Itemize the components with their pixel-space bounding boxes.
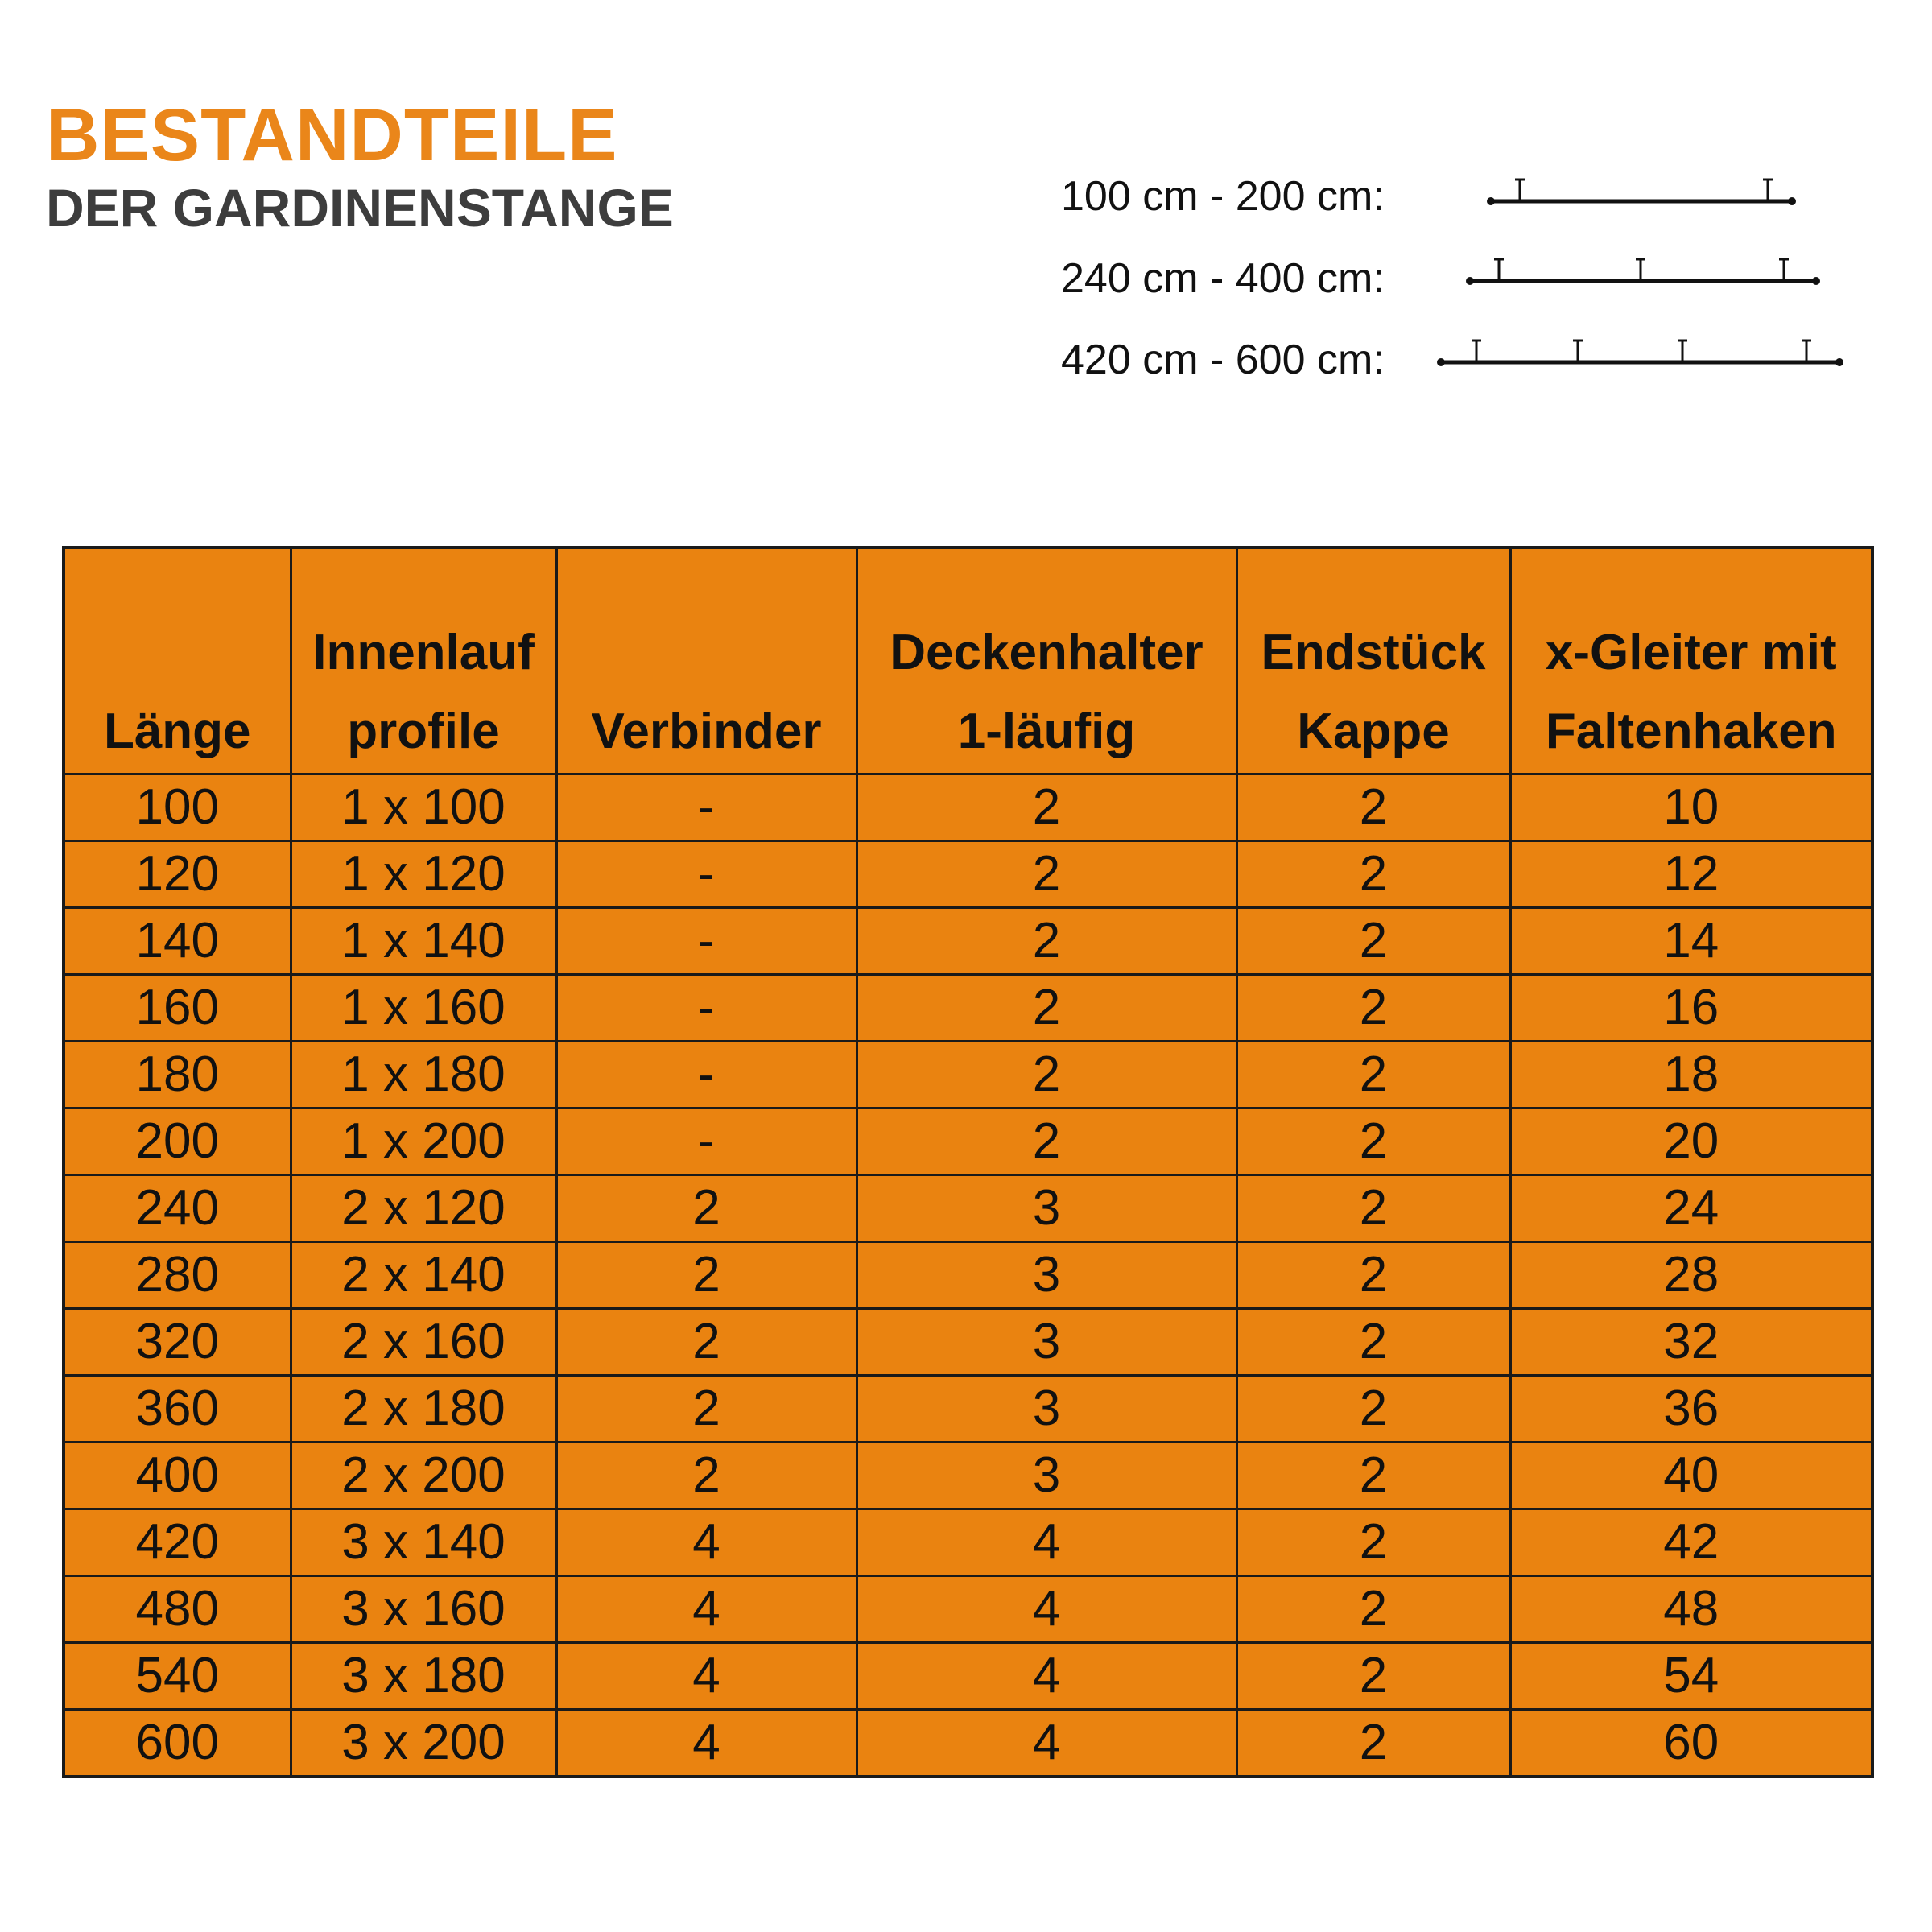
cell-verbinder: 2 <box>556 1376 857 1443</box>
column-header-line: Endstück <box>1261 625 1486 680</box>
cell-verbinder: - <box>556 1042 857 1108</box>
cell-innenlauf-profile: 2 x 180 <box>291 1376 556 1443</box>
table-row <box>64 1309 1872 1376</box>
rail-end-cap <box>1812 277 1820 285</box>
rail-end-cap <box>1835 358 1843 366</box>
cell-verbinder: 4 <box>556 1509 857 1576</box>
cell-innenlauf-profile: 1 x 180 <box>291 1042 556 1108</box>
cell-verbinder: - <box>556 975 857 1042</box>
table-row <box>64 841 1872 908</box>
ceiling-bracket-icon <box>1802 341 1811 362</box>
cell-endstueck-kappe: 2 <box>1236 1509 1510 1576</box>
column-header-line: Länge <box>103 704 251 759</box>
cell-verbinder: 4 <box>556 1643 857 1710</box>
cell-verbinder: - <box>556 774 857 841</box>
cell-x-gleiter: 10 <box>1510 774 1872 841</box>
table-row <box>64 1242 1872 1309</box>
cell-laenge: 140 <box>64 908 291 975</box>
cell-deckenhalter: 2 <box>857 908 1236 975</box>
ceiling-bracket-icon <box>1472 341 1481 362</box>
table-row <box>64 774 1872 841</box>
cell-endstueck-kappe: 2 <box>1236 1710 1510 1777</box>
cell-endstueck-kappe: 2 <box>1236 1376 1510 1443</box>
page-subtitle: DER GARDINENSTANGE <box>46 178 674 237</box>
column-header-line: Kappe <box>1297 704 1450 759</box>
cell-deckenhalter: 4 <box>857 1643 1236 1710</box>
cell-innenlauf-profile: 2 x 140 <box>291 1242 556 1309</box>
ceiling-bracket-icon <box>1763 180 1773 201</box>
cell-x-gleiter: 24 <box>1510 1175 1872 1242</box>
ceiling-bracket-icon <box>1779 259 1789 281</box>
column-header-line: x-Gleiter mit <box>1545 625 1837 680</box>
cell-laenge: 120 <box>64 841 291 908</box>
cell-deckenhalter: 2 <box>857 1108 1236 1175</box>
table-row <box>64 975 1872 1042</box>
ceiling-bracket-icon <box>1573 341 1583 362</box>
table-row <box>64 1509 1872 1576</box>
rail-end-cap <box>1487 197 1495 205</box>
cell-endstueck-kappe: 2 <box>1236 1042 1510 1108</box>
cell-endstueck-kappe: 2 <box>1236 1309 1510 1376</box>
legend-label-3-brackets: 240 cm - 400 cm: <box>1061 255 1385 302</box>
rail-diagram-3-brackets <box>1466 259 1820 285</box>
legend-label-4-brackets: 420 cm - 600 cm: <box>1061 336 1385 383</box>
cell-x-gleiter: 28 <box>1510 1242 1872 1309</box>
cell-endstueck-kappe: 2 <box>1236 908 1510 975</box>
cell-laenge: 480 <box>64 1576 291 1643</box>
cell-laenge: 200 <box>64 1108 291 1175</box>
cell-verbinder: - <box>556 841 857 908</box>
cell-x-gleiter: 36 <box>1510 1376 1872 1443</box>
table-row <box>64 1175 1872 1242</box>
header-innenlauf-profile <box>291 547 556 774</box>
cell-deckenhalter: 3 <box>857 1242 1236 1309</box>
cell-innenlauf-profile: 2 x 160 <box>291 1309 556 1376</box>
cell-innenlauf-profile: 1 x 200 <box>291 1108 556 1175</box>
cell-verbinder: 2 <box>556 1309 857 1376</box>
column-header-line: 1-läufig <box>957 704 1136 759</box>
page-title: BESTANDTEILE <box>46 94 618 176</box>
cell-endstueck-kappe: 2 <box>1236 1108 1510 1175</box>
cell-deckenhalter: 4 <box>857 1576 1236 1643</box>
column-header-line: Faltenhaken <box>1545 704 1837 759</box>
cell-innenlauf-profile: 3 x 160 <box>291 1576 556 1643</box>
cell-verbinder: 4 <box>556 1576 857 1643</box>
cell-x-gleiter: 14 <box>1510 908 1872 975</box>
ceiling-bracket-icon <box>1678 341 1687 362</box>
cell-endstueck-kappe: 2 <box>1236 1242 1510 1309</box>
cell-deckenhalter: 2 <box>857 841 1236 908</box>
cell-endstueck-kappe: 2 <box>1236 1576 1510 1643</box>
cell-innenlauf-profile: 3 x 200 <box>291 1710 556 1777</box>
cell-innenlauf-profile: 2 x 120 <box>291 1175 556 1242</box>
cell-innenlauf-profile: 2 x 200 <box>291 1443 556 1509</box>
cell-laenge: 320 <box>64 1309 291 1376</box>
cell-endstueck-kappe: 2 <box>1236 975 1510 1042</box>
cell-verbinder: - <box>556 908 857 975</box>
cell-deckenhalter: 4 <box>857 1710 1236 1777</box>
cell-innenlauf-profile: 1 x 120 <box>291 841 556 908</box>
rail-end-cap <box>1788 197 1796 205</box>
components-table <box>62 546 1874 1778</box>
cell-verbinder: 2 <box>556 1443 857 1509</box>
table-row <box>64 1576 1872 1643</box>
cell-endstueck-kappe: 2 <box>1236 774 1510 841</box>
ceiling-bracket-icon <box>1515 180 1525 201</box>
cell-x-gleiter: 60 <box>1510 1710 1872 1777</box>
ceiling-bracket-icon <box>1636 259 1645 281</box>
cell-innenlauf-profile: 1 x 160 <box>291 975 556 1042</box>
cell-x-gleiter: 32 <box>1510 1309 1872 1376</box>
rail-diagrams <box>0 0 1932 419</box>
cell-laenge: 100 <box>64 774 291 841</box>
ceiling-bracket-icon <box>1494 259 1504 281</box>
cell-deckenhalter: 2 <box>857 774 1236 841</box>
table-row <box>64 1042 1872 1108</box>
cell-verbinder: 2 <box>556 1175 857 1242</box>
rail-diagram-2-brackets <box>1487 180 1796 205</box>
cell-laenge: 280 <box>64 1242 291 1309</box>
column-header-line: Innenlauf <box>312 625 535 680</box>
cell-deckenhalter: 2 <box>857 1042 1236 1108</box>
cell-endstueck-kappe: 2 <box>1236 1643 1510 1710</box>
cell-deckenhalter: 4 <box>857 1509 1236 1576</box>
table-body <box>64 774 1872 1777</box>
cell-verbinder: - <box>556 1108 857 1175</box>
cell-endstueck-kappe: 2 <box>1236 1443 1510 1509</box>
cell-endstueck-kappe: 2 <box>1236 841 1510 908</box>
rail-diagram-4-brackets <box>1437 341 1843 366</box>
rail-end-cap <box>1466 277 1474 285</box>
header-endstueck-kappe <box>1236 547 1510 774</box>
cell-x-gleiter: 48 <box>1510 1576 1872 1643</box>
cell-laenge: 180 <box>64 1042 291 1108</box>
cell-x-gleiter: 54 <box>1510 1643 1872 1710</box>
cell-endstueck-kappe: 2 <box>1236 1175 1510 1242</box>
column-header-line: profile <box>347 704 500 759</box>
cell-x-gleiter: 16 <box>1510 975 1872 1042</box>
table-header-row <box>64 547 1872 774</box>
cell-laenge: 160 <box>64 975 291 1042</box>
cell-verbinder: 2 <box>556 1242 857 1309</box>
cell-innenlauf-profile: 1 x 100 <box>291 774 556 841</box>
table-row <box>64 1710 1872 1777</box>
header-laenge <box>64 547 291 774</box>
table-row <box>64 1643 1872 1710</box>
cell-laenge: 600 <box>64 1710 291 1777</box>
cell-verbinder: 4 <box>556 1710 857 1777</box>
table-row <box>64 908 1872 975</box>
cell-laenge: 420 <box>64 1509 291 1576</box>
cell-deckenhalter: 3 <box>857 1376 1236 1443</box>
cell-deckenhalter: 3 <box>857 1443 1236 1509</box>
rail-end-cap <box>1437 358 1445 366</box>
header-x-gleiter <box>1510 547 1872 774</box>
table-row <box>64 1108 1872 1175</box>
cell-laenge: 240 <box>64 1175 291 1242</box>
table-row <box>64 1443 1872 1509</box>
cell-innenlauf-profile: 1 x 140 <box>291 908 556 975</box>
cell-deckenhalter: 3 <box>857 1309 1236 1376</box>
cell-innenlauf-profile: 3 x 180 <box>291 1643 556 1710</box>
header-deckenhalter <box>857 547 1236 774</box>
column-header-line: Verbinder <box>591 704 822 759</box>
cell-x-gleiter: 40 <box>1510 1443 1872 1509</box>
cell-x-gleiter: 42 <box>1510 1509 1872 1576</box>
cell-deckenhalter: 3 <box>857 1175 1236 1242</box>
cell-laenge: 360 <box>64 1376 291 1443</box>
cell-x-gleiter: 18 <box>1510 1042 1872 1108</box>
table-row <box>64 1376 1872 1443</box>
cell-x-gleiter: 20 <box>1510 1108 1872 1175</box>
legend-label-2-brackets: 100 cm - 200 cm: <box>1061 173 1385 220</box>
column-header-line: Deckenhalter <box>890 625 1203 680</box>
cell-deckenhalter: 2 <box>857 975 1236 1042</box>
header-verbinder <box>556 547 857 774</box>
cell-innenlauf-profile: 3 x 140 <box>291 1509 556 1576</box>
cell-x-gleiter: 12 <box>1510 841 1872 908</box>
cell-laenge: 540 <box>64 1643 291 1710</box>
cell-laenge: 400 <box>64 1443 291 1509</box>
